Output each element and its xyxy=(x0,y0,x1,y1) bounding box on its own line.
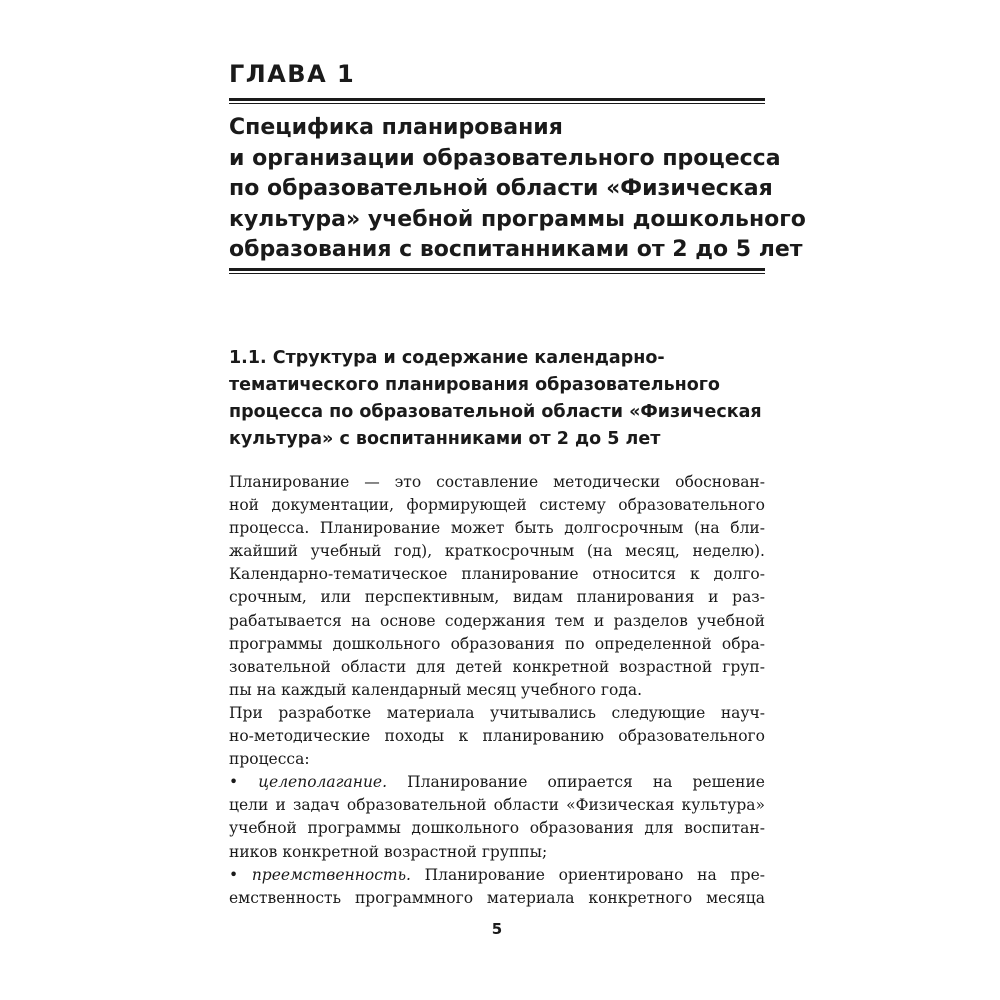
text-line: программы дошкольного образования по определенной обра- xyxy=(229,634,765,653)
book-page xyxy=(229,0,806,1000)
text-line: срочным, или перспективным, видам планирования и раз- xyxy=(229,588,765,607)
text-line: процесса: xyxy=(229,750,310,769)
body-text xyxy=(229,471,765,910)
text-line xyxy=(229,864,765,887)
bullet-text: Планирование опирается на решение xyxy=(387,773,765,792)
bullet-continuity xyxy=(229,864,765,910)
section-title-line: тематического планирования образовательного xyxy=(229,375,720,395)
chapter-label: ГЛАВА 1 xyxy=(229,60,356,88)
text-line: процесса. Планирование может быть долгосрочным (на бли- xyxy=(229,519,765,538)
text-line xyxy=(229,771,765,794)
text-line: пы на каждый календарный месяц учебного года. xyxy=(229,680,642,699)
chapter-title-line: и организации образовательного процесса xyxy=(229,145,781,171)
section-title-line: процесса по образовательной области «Физическая xyxy=(229,402,762,422)
text-line: Календарно-тематическое планирование относится к долго- xyxy=(229,565,765,584)
paragraph-planning-definition xyxy=(229,471,765,702)
bullet-term: целеполагание. xyxy=(258,773,388,792)
section-title-line: культура» с воспитанниками от 2 до 5 лет xyxy=(229,429,661,449)
paragraph-approaches xyxy=(229,702,765,771)
text-line: ников конкретной возрастной группы; xyxy=(229,842,548,861)
page-number: 5 xyxy=(491,920,503,938)
bullet-marker: • xyxy=(229,865,239,884)
section-title xyxy=(229,345,789,453)
chapter-title-line: культура» учебной программы дошкольного xyxy=(229,206,806,232)
chapter-title xyxy=(229,113,806,266)
text-line: ной документации, формирующей систему образовательного xyxy=(229,496,765,515)
text-line: но-методические походы к планированию образовательного xyxy=(229,727,765,746)
text-line: При разработке материала учитывались следующие науч- xyxy=(229,703,765,722)
text-line: рабатывается на основе содержания тем и разделов учебной xyxy=(229,611,765,630)
chapter-title-line: Специфика планирования xyxy=(229,115,563,140)
text-line: учебной программы дошкольного образования для воспитан- xyxy=(229,819,765,838)
bullet-term: преемственность. xyxy=(251,865,411,884)
text-line: емственность программного материала конкретного месяца xyxy=(229,888,765,907)
text-line: зовательной области для детей конкретной возрастной груп- xyxy=(229,657,765,676)
bullet-text: Планирование ориентировано на пре- xyxy=(410,865,765,884)
chapter-title-line: образования с воспитанниками от 2 до 5 лет xyxy=(229,237,803,262)
chapter-title-line: по образовательной области «Физическая xyxy=(229,176,773,201)
top-double-rule xyxy=(229,98,765,104)
text-line: цели и задач образовательной области «Физическая культура» xyxy=(229,796,765,815)
section-title-line: 1.1. Структура и содержание календарно- xyxy=(229,348,665,368)
text-line: жайший учебный год), краткосрочным (на месяц, неделю). xyxy=(229,542,765,561)
text-line: Планирование — это составление методически обоснован- xyxy=(229,473,765,491)
bullet-marker: • xyxy=(229,773,239,792)
bullet-goal-setting xyxy=(229,771,765,863)
bottom-double-rule xyxy=(229,268,765,274)
